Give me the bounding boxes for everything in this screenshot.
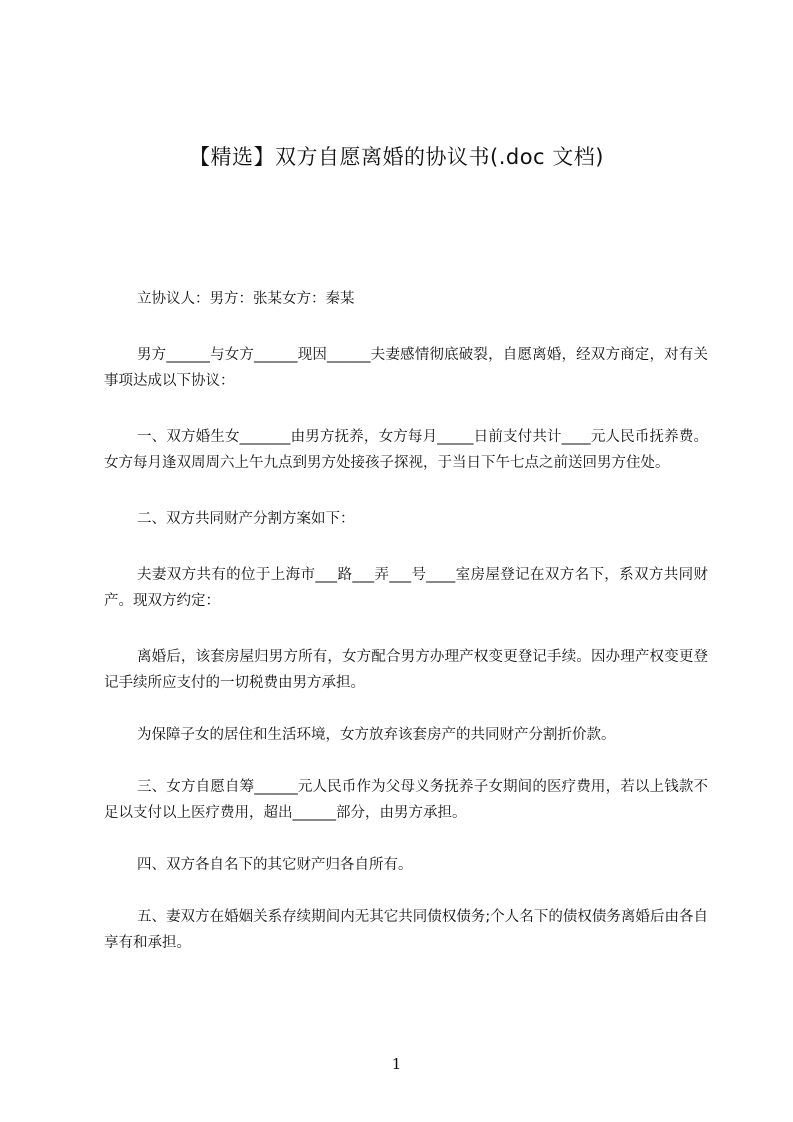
clause-2-heading: 二、双方共同财产分割方案如下： [137,511,355,527]
clause-1-child-custody: 一、双方婚生女_______由男方抚养，女方每月_____日前支付共计____元人民币抚养费。女方每月逢双周周六上午九点到男方处接孩子探视，于当日下午七点之前送回男方住处。 [104,429,708,471]
clause-3-medical-expenses: 三、女方自愿自筹______元人民币作为父母义务抚养子女期间的医疗费用，若以上钱款不足以支付以上医疗费用，超出______部分，由男方承担。 [104,779,708,821]
document-title: 【精选】双方自愿离婚的协议书(.doc 文档) [189,145,604,169]
property-waiver-paragraph: 为保障子女的居住和生活环境，女方放弃该套房产的共同财产分割折价款。 [137,727,616,743]
clause-5-debts: 五、妻双方在婚姻关系存续期间内无其它共同债权债务;个人名下的债权债务离婚后由各自享有和承担。 [104,909,708,951]
parties-paragraph: 立协议人：男方：张某女方：秦某 [137,291,355,307]
page-number: 1 [391,1055,402,1073]
document-body [104,286,708,956]
property-ownership-paragraph: 离婚后，该套房屋归男方所有，女方配合男方办理产权变更登记手续。因办理产权变更登记手续所应支付的一切税费由男方承担。 [104,649,708,691]
preamble-paragraph: 男方______与女方______现因______夫妻感情彻底破裂，自愿离婚，经双方商定，对有关事项达成以下协议： [104,347,708,389]
clause-4-other-property: 四、双方各自名下的其它财产归各自所有。 [137,857,413,873]
property-description-paragraph: 夫妻双方共有的位于上海市___路___弄___号____室房屋登记在双方名下，系双方共同财产。现双方约定： [104,567,708,609]
